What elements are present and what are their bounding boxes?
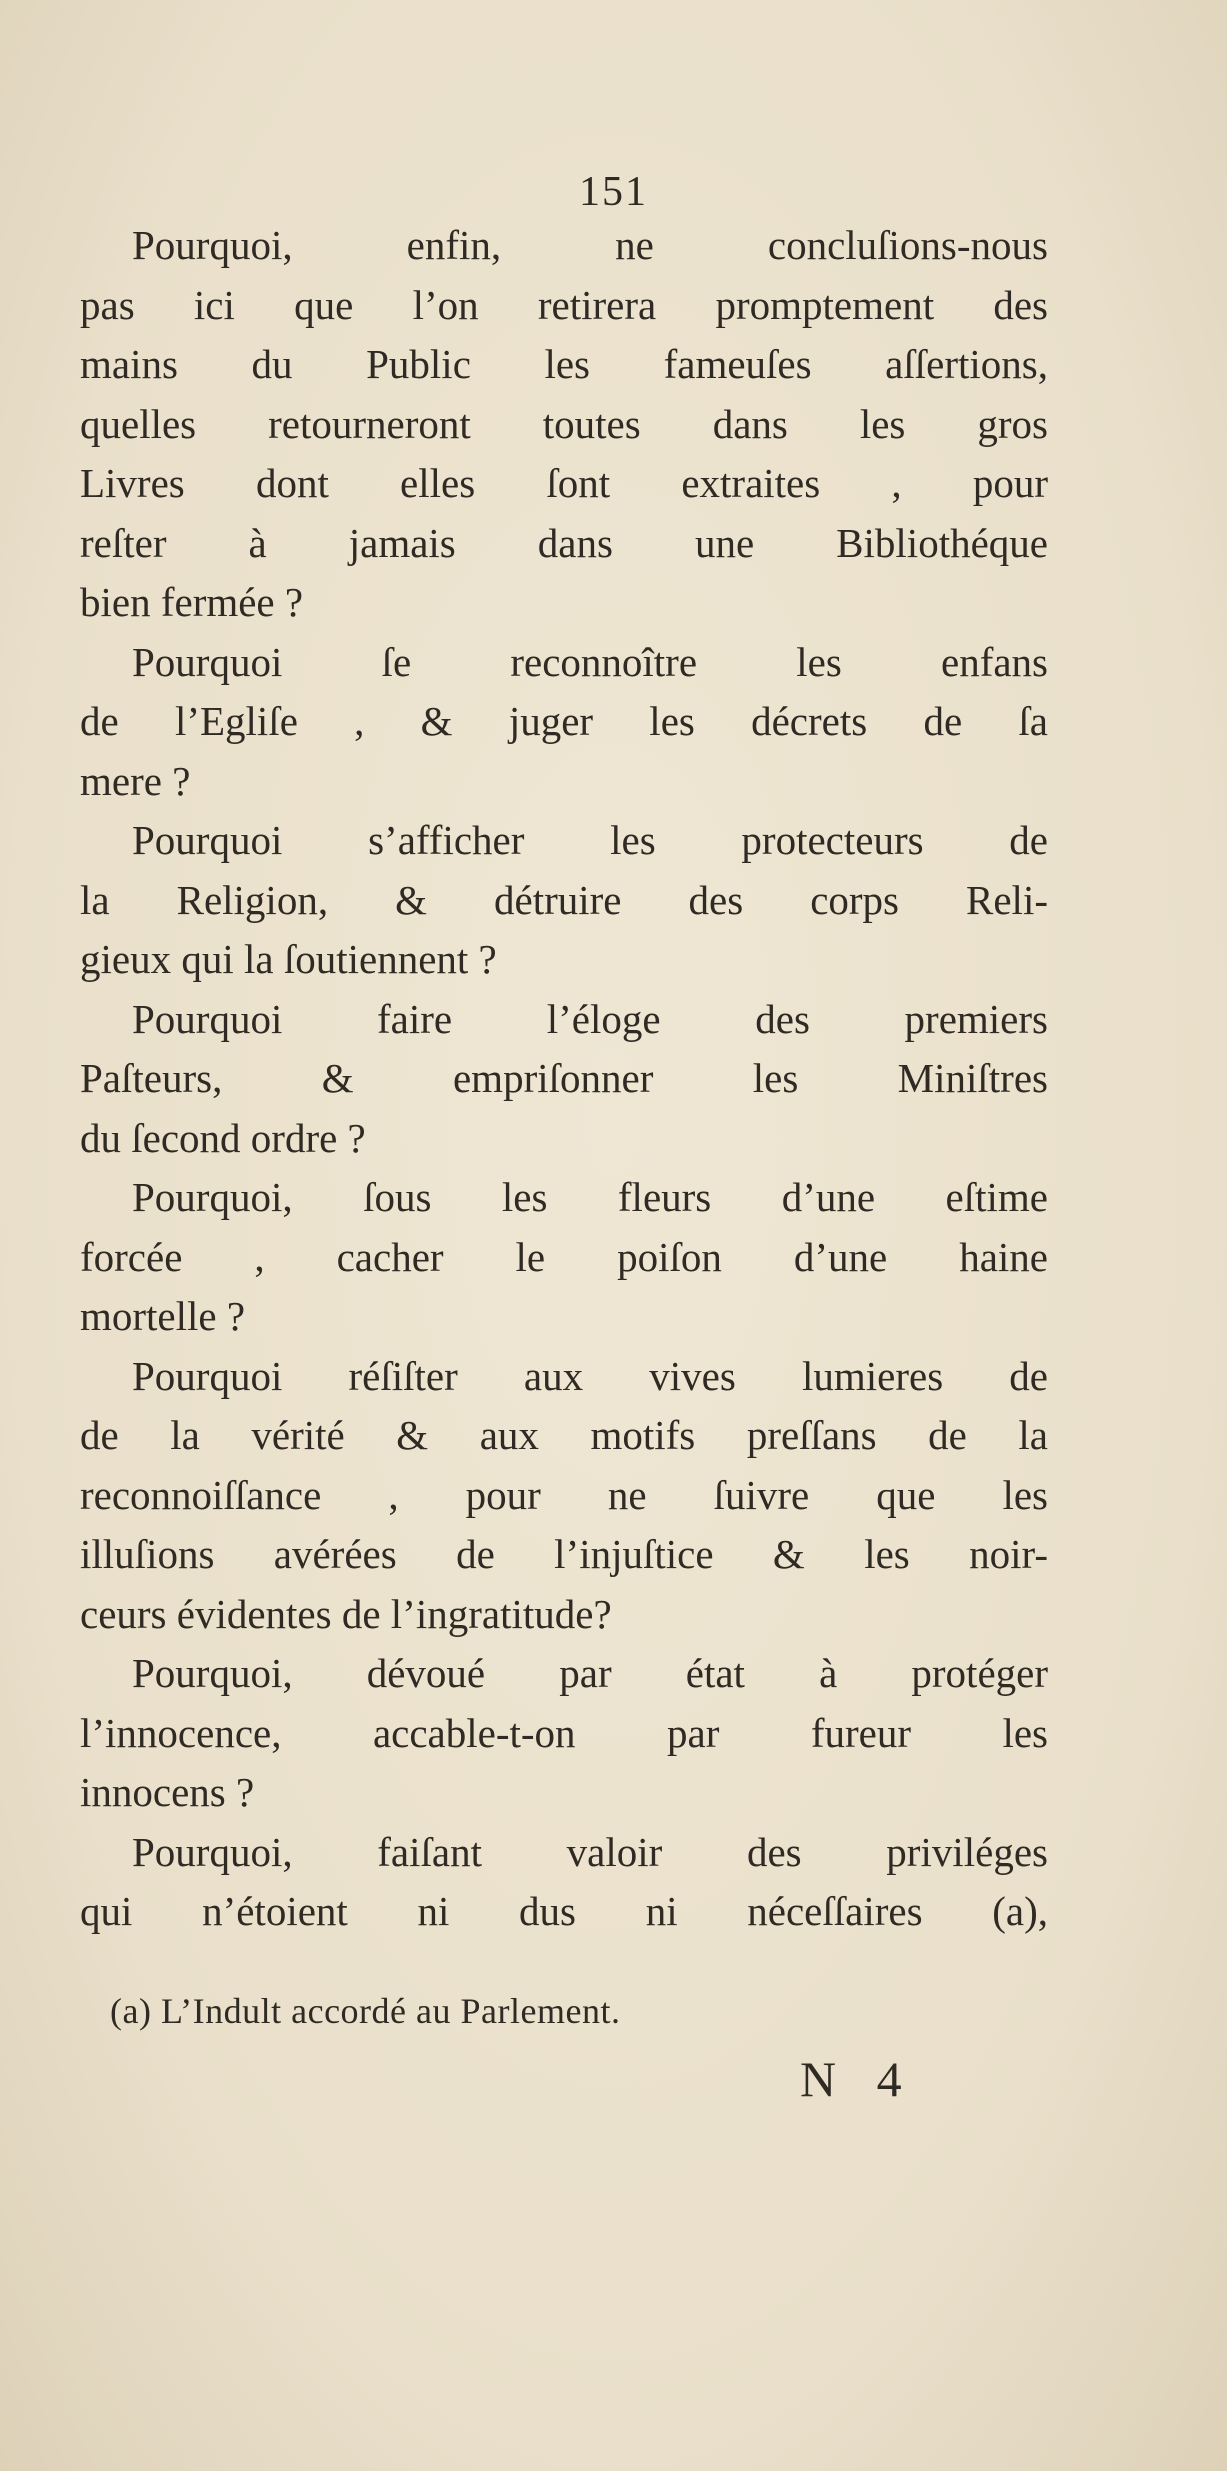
paragraph [80,633,1048,812]
text-line: illuſions avérées de l’injuſtice & les noir- [80,1531,1048,1577]
text-line: mains du Public les fameuſes aſſertions, [80,341,1048,387]
text-line: Pourquoi, dévoué par état à protéger [132,1650,1048,1696]
text-line: de l’Egliſe , & juger les décrets de ſa [80,698,1048,744]
text-line: Pourquoi réſiſter aux vives lumieres de [132,1352,1048,1399]
text-line: Paſteurs, & empriſonner les Miniſtres [80,1055,1048,1101]
paragraph [80,990,1048,1169]
text-line: ceurs évidentes de l’ingratitude? [80,1590,612,1637]
text-line: innocens ? [80,1769,255,1815]
text-line: gieux qui la ſoutiennent ? [80,936,497,982]
text-line: Livres dont elles ſont extraites , pour [80,460,1048,506]
paragraph [80,1168,1048,1347]
text-line: pas ici que l’on retirera promptement des [80,281,1048,328]
paragraph [80,1644,1048,1823]
text-line: Pourquoi, ſous les fleurs d’une eſtime [132,1174,1048,1220]
text-line: Pourquoi s’afficher les protecteurs de [132,817,1048,863]
signature-mark: N 4 [800,2051,916,2107]
text-line: reſter à jamais dans une Bibliothéque [80,519,1048,566]
text-line: mortelle ? [80,1293,246,1339]
text-line: Pourquoi, enfin, ne concluſions-nous [132,222,1048,268]
text-line: de la vérité & aux motifs preſſans de la [80,1412,1048,1458]
text-line: la Religion, & détruire des corps Reli- [80,876,1048,923]
text-line: du ſecond ordre ? [80,1114,366,1161]
text-line: qui n’étoient ni dus ni néceſſaires (a), [80,1888,1048,1934]
page-number: 151 [579,169,648,215]
text-line: mere ? [80,757,191,804]
text-line: bien fermée ? [80,579,304,625]
text-line: quelles retourneront toutes dans les gros [80,400,1048,447]
text-line: l’innocence, accable-t-on par fureur les [80,1709,1048,1756]
body-text [80,216,1048,1942]
text-line: Pourquoi ſe reconnoître les enfans [132,638,1048,685]
text-line: Pourquoi faire l’éloge des premiers [132,995,1048,1042]
text-line: reconnoiſſance , pour ne ſuivre que les [80,1471,1048,1518]
paragraph [80,811,1048,990]
text-line: Pourquoi, faiſant valoir des priviléges [132,1828,1048,1875]
footnote: (a) L’Indult accordé au Parlement. [110,1991,621,2031]
text-line: forcée , cacher le poiſon d’une haine [80,1233,1048,1280]
paragraph [80,1823,1048,1942]
paragraph [80,1347,1048,1645]
paragraph [80,216,1048,633]
